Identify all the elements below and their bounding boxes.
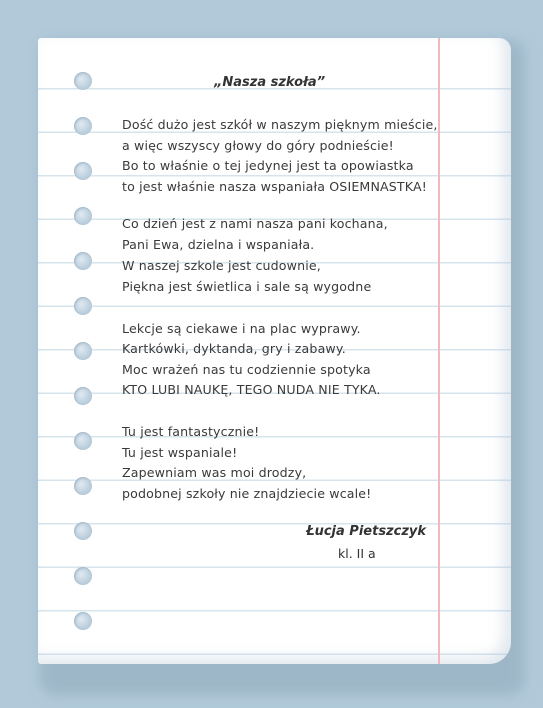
punch-hole [74, 297, 92, 315]
punch-hole [74, 612, 92, 630]
poem-line: KTO LUBI NAUKĘ, TEGO NUDA NIE TYKA. [122, 382, 381, 397]
punch-hole [74, 72, 92, 90]
poem-line: Bo to właśnie o tej jedynej jest ta opowiastka [122, 158, 414, 173]
poem-line: Zapewniam was moi drodzy, [122, 465, 307, 480]
punch-hole [74, 522, 92, 540]
poem-line: Tu jest wspaniale! [122, 445, 238, 460]
punch-hole [74, 477, 92, 495]
poem-line: to jest właśnie nasza wspaniała OSIEMNASTKA! [122, 179, 427, 194]
poem-line: podobnej szkoły nie znajdziecie wcale! [122, 486, 372, 501]
poem-line: Co dzień jest z nami nasza pani kochana, [122, 216, 388, 231]
poem-line: Lekcje są ciekawe i na plac wyprawy. [122, 321, 361, 336]
poem-line: W naszej szkole jest cudownie, [122, 258, 321, 273]
poem-line: Piękna jest świetlica i sale są wygodne [122, 279, 372, 294]
poem-line: Pani Ewa, dzielna i wspaniała. [122, 237, 315, 252]
poem-line: Kartkówki, dyktanda, gry i zabawy. [122, 341, 346, 356]
punch-hole [74, 162, 92, 180]
margin-line [438, 38, 440, 664]
punch-hole [74, 252, 92, 270]
poem-line: a więc wszyscy głowy do góry podnieście! [122, 138, 394, 153]
poem-line: Moc wrażeń nas tu codziennie spotyka [122, 362, 371, 377]
poem-title: „Nasza szkoła” [214, 75, 326, 90]
punch-hole [74, 567, 92, 585]
punch-hole [74, 117, 92, 135]
punch-hole [74, 207, 92, 225]
poem-line: Dość dużo jest szkół w naszym pięknym mieście, [122, 117, 438, 132]
poem-line: Tu jest fantastycznie! [122, 424, 260, 439]
author-name: Łucja Pietszczyk [306, 524, 427, 539]
punch-hole [74, 432, 92, 450]
punch-hole [74, 387, 92, 405]
punch-hole [74, 342, 92, 360]
class-label: kl. II a [338, 546, 376, 561]
